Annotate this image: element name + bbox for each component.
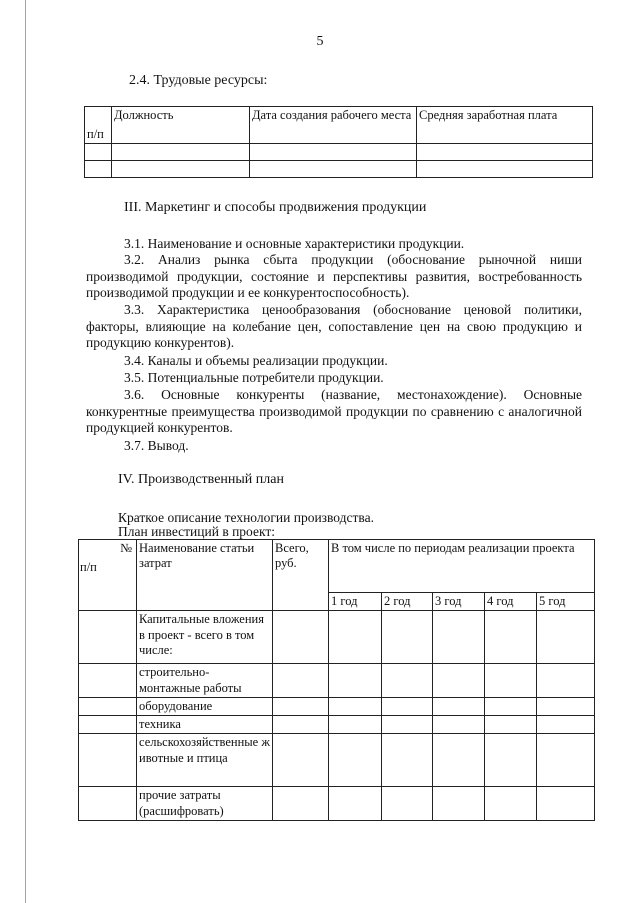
table-row — [85, 144, 593, 161]
invest-col-pp: п/п — [80, 560, 97, 574]
table-row — [79, 697, 595, 715]
row-label-machinery: техника — [137, 716, 273, 734]
invest-col-num-symbol: № — [120, 541, 132, 555]
invest-col-number — [79, 540, 137, 611]
marketing-item-3-5: 3.5. Потенциальные потребители продукции. — [124, 370, 384, 385]
production-plan-heading: IV. Производственный план — [118, 472, 284, 487]
year-4-header: 4 год — [485, 593, 537, 611]
row-label-equipment: оборудование — [137, 697, 273, 715]
investment-plan-table — [78, 539, 595, 821]
table-row — [79, 611, 595, 664]
tech-description-text: Краткое описание технологии производства. — [118, 510, 374, 525]
year-2-header: 2 год — [382, 593, 433, 611]
table-row — [85, 161, 593, 178]
year-3-header: 3 год — [433, 593, 485, 611]
invest-col-periods: В том числе по периодам реализации проекта — [329, 540, 595, 593]
marketing-heading: III. Маркетинг и способы продвижения продукции — [124, 200, 427, 215]
marketing-item-3-4: 3.4. Каналы и объемы реализации продукции. — [124, 353, 388, 368]
invest-col-name: Наименование статьи затрат — [137, 540, 273, 611]
labor-resources-heading: 2.4. Трудовые ресурсы: — [129, 73, 268, 88]
marketing-item-3-3: 3.3. Характеристика ценообразования (обоснование ценовой политики, факторы, влияющие на колебание цен, сопоставление цен на свою продукцию и продукцию конкурентов). — [86, 302, 582, 350]
scan-edge-line — [25, 0, 26, 903]
page-number: 5 — [316, 34, 324, 49]
marketing-item-3-1: 3.1. Наименование и основные характеристики продукции. — [124, 236, 465, 251]
marketing-item-3-7: 3.7. Вывод. — [124, 438, 189, 453]
row-label-construction: строительно-монтажные работы — [137, 664, 273, 698]
labor-col-position: Должность — [112, 107, 250, 144]
row-label-other-costs: прочие затраты (расшифровать) — [137, 787, 273, 821]
row-label-capital: Капитальные вложения в проект - всего в том числе: — [137, 611, 273, 664]
labor-table-header-row — [85, 107, 593, 144]
table-row — [79, 734, 595, 787]
invest-table-header-row — [79, 540, 595, 593]
invest-col-total: Всего, руб. — [273, 540, 329, 611]
marketing-item-3-2: 3.2. Анализ рынка сбыта продукции (обоснование рыночной ниши производимой продукции, состояние и перспективы развития, востребованность производимой продукции и ее конкурентоспособность). — [86, 252, 582, 300]
table-row — [79, 787, 595, 821]
marketing-item-3-6: 3.6. Основные конкуренты (название, местонахождение). Основные конкурентные преимущества производимой продукции по сравнению с аналогичной продукцией конкурентов. — [86, 387, 582, 435]
labor-resources-table — [84, 106, 593, 178]
table-row — [79, 716, 595, 734]
year-5-header: 5 год — [537, 593, 595, 611]
investment-plan-text: План инвестиций в проект: — [118, 524, 275, 539]
row-label-livestock: сельскохозяйственные животные и птица — [137, 734, 273, 787]
labor-col-salary: Средняя заработная плата — [417, 107, 593, 144]
year-1-header: 1 год — [329, 593, 382, 611]
table-row — [79, 664, 595, 698]
labor-col-date: Дата создания рабочего места — [250, 107, 417, 144]
labor-col-pp: п/п — [85, 107, 112, 144]
